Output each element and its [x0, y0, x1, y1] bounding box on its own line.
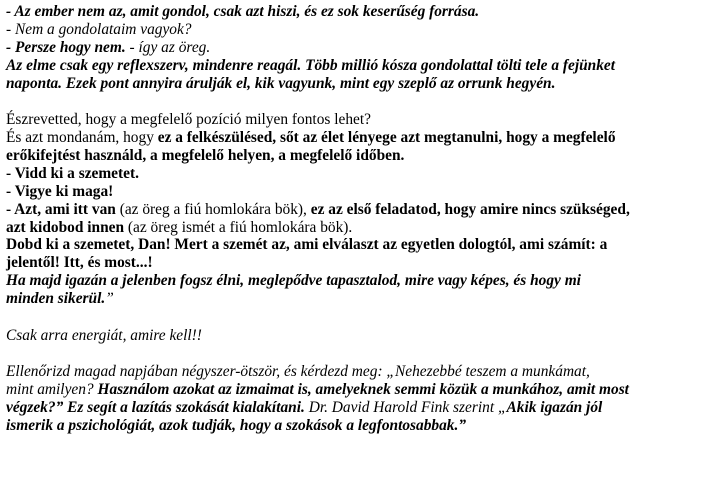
text-run: - Azt, ami itt van [6, 200, 116, 218]
text-line [6, 399, 702, 417]
text-run: minden sikerül. [6, 290, 106, 308]
text-run: Ellenőrizd magad napjában négyszer-ötször, és kérdezd meg: „Nehezebbé teszem a munkámat, [6, 363, 590, 381]
text-run: Használom azokat az izmaimat is, amelyeknek semmi közük a munkához, amit most [97, 381, 629, 399]
text-run: Az elme csak egy reflexszerv, mindenre reagál. Több millió kósza gondolattal tölti tele a fejünket [6, 56, 616, 74]
text-line [6, 381, 702, 399]
text-run: Akik igazán jól [506, 399, 603, 416]
text-line [6, 39, 702, 57]
text-run: - Az ember nem az, amit gondol, csak azt hiszi, és ez sok keserűség forrása. [6, 3, 480, 20]
text-run: - Vidd ki a szemetet. [6, 164, 139, 182]
text-line [6, 129, 702, 147]
text-run: - Vigye ki maga! [6, 182, 114, 200]
text-line [6, 183, 702, 201]
text-run: - Nem a gondolataim vagyok? [6, 20, 192, 38]
text-run: jelentől! Itt, és most...! [6, 254, 153, 272]
text-run: mint amilyen? [6, 381, 98, 399]
text-run: ismerik a pszichológiát, azok tudják, hogy a szokások a legfontosabbak.” [6, 416, 467, 434]
text-run: azt kidobod innen [6, 218, 125, 236]
text-run: ez az első feladatod, hogy amire nincs szükséged, [310, 200, 630, 218]
text-line [6, 111, 702, 129]
blank-line [6, 93, 702, 112]
text-line [6, 327, 702, 345]
text-run: ” [105, 290, 114, 308]
text-run: erőkifejtést használd, a megfelelő helyen, a megfelelő időben. [6, 146, 405, 164]
text-run: Ha majd igazán a jelenben fogsz élni, meglepődve tapasztalod, mire vagy képes, és hogy mi [6, 272, 581, 290]
text-line [6, 219, 702, 237]
text-run: végzek?” Ez segít a lazítás szokását kialakítani. [6, 399, 305, 416]
text-run: És azt mondanám, hogy [6, 129, 158, 147]
text-line [6, 254, 702, 272]
text-line [6, 290, 702, 308]
text-run: naponta. Ezek pont annyira árulják el, kik vagyunk, mint egy szeplő az orrunk hegyén. [6, 74, 556, 92]
text-run: - Persze hogy nem. [6, 38, 126, 56]
text-line [6, 57, 702, 75]
text-line [6, 21, 702, 39]
text-run: Dobd ki a szemetet, Dan! Mert a szemét az, ami elválaszt az egyetlen dologtól, ami számít: a [6, 236, 608, 254]
text-line [6, 165, 702, 183]
text-run: Észrevetted, hogy a megfelelő pozíció milyen fontos lehet? [6, 111, 371, 129]
text-run: (az öreg ismét a fiú homlokára bök). [124, 218, 353, 236]
text-line [6, 417, 702, 435]
text-run: - így az öreg. [125, 38, 211, 56]
text-run: Dr. David Harold Fink szerint „ [304, 399, 507, 416]
text-line [6, 236, 702, 254]
text-line [6, 201, 702, 219]
text-line [6, 3, 702, 21]
text-run: Csak arra energiát, amire kell!! [6, 326, 202, 344]
text-run: (az öreg a fiú homlokára bök), [115, 200, 311, 218]
blank-line [6, 308, 702, 327]
text-run: ez a felkészülésed, sőt az élet lényege azt megtanulni, hogy a megfelelő [157, 129, 616, 147]
text-line [6, 272, 702, 290]
text-line [6, 363, 702, 381]
blank-line [6, 345, 702, 364]
text-line [6, 147, 702, 165]
text-line [6, 75, 702, 93]
